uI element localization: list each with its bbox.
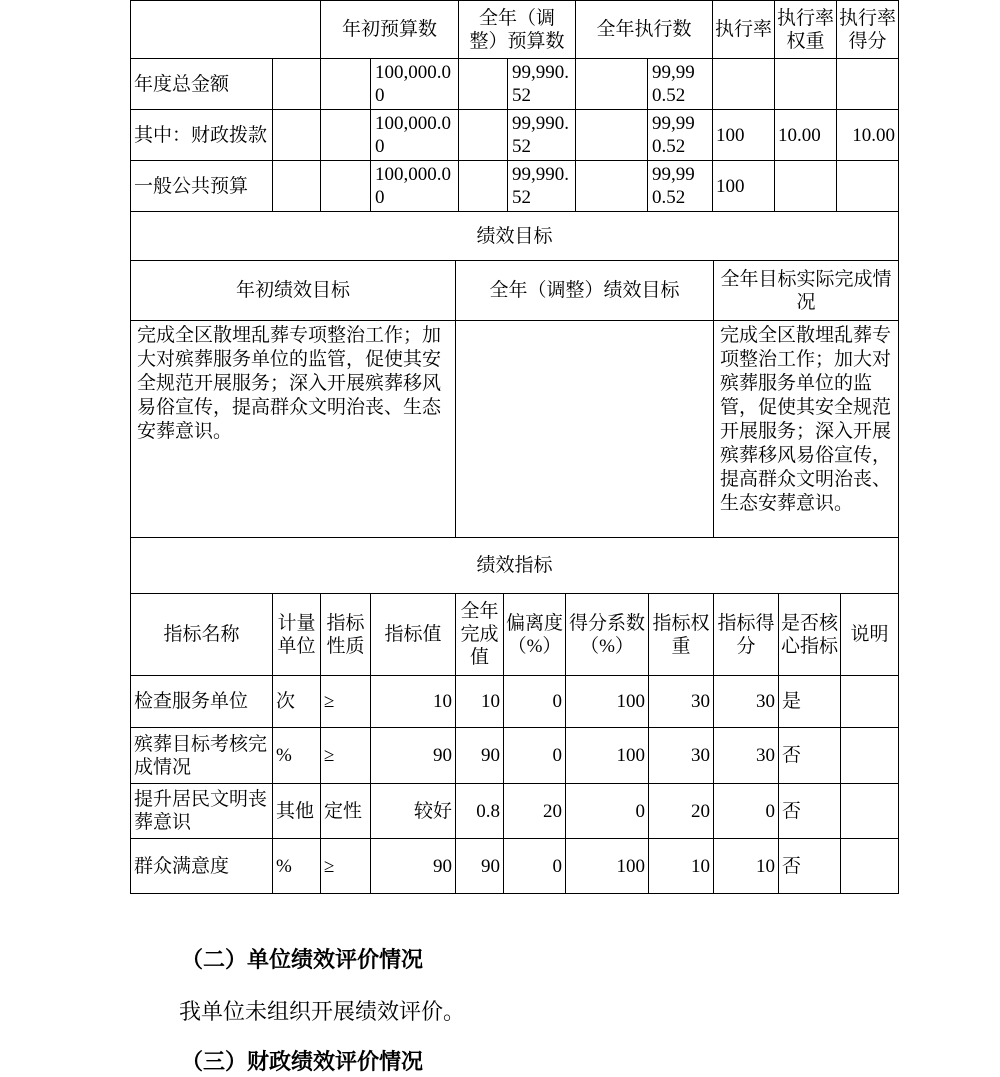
indicator-core: 否 (779, 728, 841, 784)
indicator-header-core: 是否核心指标 (779, 594, 841, 676)
indicator-weight: 30 (649, 676, 714, 728)
budget-header-row (131, 1, 899, 59)
indicator-name: 检查服务单位 (131, 676, 273, 728)
indicator-score: 10 (714, 839, 779, 894)
indicator-band-title: 绩效指标 (131, 538, 899, 594)
budget-empty-cell (459, 110, 508, 161)
indicator-deviation: 0 (504, 839, 566, 894)
budget-executed-value: 99,990.52 (648, 161, 713, 212)
budget-header-executed: 全年执行数 (576, 1, 713, 59)
indicator-row (131, 676, 899, 728)
budget-row-total (131, 59, 899, 110)
indicator-unit: 次 (273, 676, 321, 728)
budget-rate-weight-value (775, 161, 837, 212)
goal-band-row (131, 212, 899, 261)
indicator-unit: % (273, 728, 321, 784)
budget-rate-value: 100 (713, 110, 775, 161)
indicator-target: 较好 (371, 784, 456, 839)
indicator-header-weight: 指标权重 (649, 594, 714, 676)
budget-rate-score-value (837, 161, 899, 212)
budget-header-rate-weight: 执行率权重 (775, 1, 837, 59)
indicator-core: 否 (779, 784, 841, 839)
budget-initial-value: 100,000.00 (371, 110, 459, 161)
indicator-nature: ≥ (321, 676, 371, 728)
indicator-nature: ≥ (321, 839, 371, 894)
indicator-header-target: 指标值 (371, 594, 456, 676)
budget-empty-cell (321, 110, 371, 161)
indicator-deviation: 20 (504, 784, 566, 839)
indicator-score: 30 (714, 728, 779, 784)
indicator-row (131, 839, 899, 894)
budget-empty-cell (576, 161, 648, 212)
budget-header-adjusted: 全年（调整）预算数 (459, 1, 576, 59)
budget-executed-value: 99,990.52 (648, 59, 713, 110)
indicator-nature: ≥ (321, 728, 371, 784)
budget-table (130, 0, 899, 212)
section2-heading: （二）单位绩效评价情况 (181, 947, 424, 972)
indicator-core: 否 (779, 839, 841, 894)
indicator-weight: 10 (649, 839, 714, 894)
budget-row-fiscal (131, 110, 899, 161)
indicator-completed: 0.8 (456, 784, 504, 839)
indicator-target: 90 (371, 839, 456, 894)
indicator-note (841, 839, 899, 894)
indicator-table (130, 537, 899, 894)
indicator-row (131, 784, 899, 839)
indicator-coefficient: 100 (566, 839, 649, 894)
goal-header-row (131, 261, 899, 321)
indicator-core: 是 (779, 676, 841, 728)
budget-adjusted-value: 99,990.52 (508, 59, 576, 110)
goal-content-row (131, 321, 899, 538)
budget-empty-cell (273, 59, 321, 110)
indicator-header-nature: 指标性质 (321, 594, 371, 676)
budget-header-initial: 年初预算数 (321, 1, 459, 59)
budget-empty-cell (576, 110, 648, 161)
goal-header-adjusted: 全年（调整）绩效目标 (456, 261, 714, 321)
indicator-row (131, 728, 899, 784)
indicator-coefficient: 100 (566, 676, 649, 728)
indicator-completed: 10 (456, 676, 504, 728)
indicator-header-note: 说明 (841, 594, 899, 676)
indicator-header-name: 指标名称 (131, 594, 273, 676)
indicator-note (841, 676, 899, 728)
indicator-header-unit: 计量单位 (273, 594, 321, 676)
goal-table (130, 211, 899, 538)
document-page (130, 0, 898, 894)
indicator-score: 0 (714, 784, 779, 839)
budget-header-rate-score: 执行率得分 (837, 1, 899, 59)
budget-rate-weight-value (775, 59, 837, 110)
budget-empty-cell (321, 59, 371, 110)
indicator-coefficient: 0 (566, 784, 649, 839)
budget-empty-cell (576, 59, 648, 110)
budget-header-rate: 执行率 (713, 1, 775, 59)
indicator-target: 10 (371, 676, 456, 728)
budget-adjusted-value: 99,990.52 (508, 110, 576, 161)
indicator-name: 提升居民文明丧葬意识 (131, 784, 273, 839)
indicator-note (841, 784, 899, 839)
goal-adjusted-text (456, 321, 714, 538)
section2-body: 我单位未组织开展绩效评价。 (179, 999, 466, 1024)
budget-header-blank (131, 1, 321, 59)
indicator-target: 90 (371, 728, 456, 784)
indicator-weight: 30 (649, 728, 714, 784)
indicator-header-deviation: 偏离度（%） (504, 594, 566, 676)
goal-header-actual: 全年目标实际完成情况 (714, 261, 899, 321)
goal-initial-text: 完成全区散埋乱葬专项整治工作；加大对殡葬服务单位的监管，促使其安全规范开展服务；深入开展殡葬移风易俗宣传，提高群众文明治丧、生态安葬意识。 (131, 321, 456, 538)
indicator-unit: % (273, 839, 321, 894)
budget-rate-score-value (837, 59, 899, 110)
indicator-header-completed: 全年完成值 (456, 594, 504, 676)
budget-empty-cell (273, 161, 321, 212)
indicator-unit: 其他 (273, 784, 321, 839)
budget-rate-score-value: 10.00 (837, 110, 899, 161)
budget-initial-value: 100,000.00 (371, 161, 459, 212)
budget-empty-cell (459, 59, 508, 110)
budget-adjusted-value: 99,990.52 (508, 161, 576, 212)
indicator-note (841, 728, 899, 784)
budget-initial-value: 100,000.00 (371, 59, 459, 110)
footer-text-block (0, 945, 1000, 1077)
indicator-band-row (131, 538, 899, 594)
goal-actual-text: 完成全区散埋乱葬专项整治工作；加大对殡葬服务单位的监管，促使其安全规范开展服务；深入开展殡葬移风易俗宣传，提高群众文明治丧、生态安葬意识。 (714, 321, 899, 538)
indicator-header-score: 指标得分 (714, 594, 779, 676)
indicator-weight: 20 (649, 784, 714, 839)
budget-row-public (131, 161, 899, 212)
budget-executed-value: 99,990.52 (648, 110, 713, 161)
indicator-nature: 定性 (321, 784, 371, 839)
budget-row-label: 一般公共预算 (131, 161, 273, 212)
budget-empty-cell (273, 110, 321, 161)
budget-empty-cell (459, 161, 508, 212)
indicator-score: 30 (714, 676, 779, 728)
indicator-header-row (131, 594, 899, 676)
goal-band-title: 绩效目标 (131, 212, 899, 261)
indicator-coefficient: 100 (566, 728, 649, 784)
indicator-name: 群众满意度 (131, 839, 273, 894)
budget-rate-weight-value: 10.00 (775, 110, 837, 161)
indicator-completed: 90 (456, 839, 504, 894)
indicator-name: 殡葬目标考核完成情况 (131, 728, 273, 784)
indicator-deviation: 0 (504, 728, 566, 784)
budget-empty-cell (321, 161, 371, 212)
budget-rate-value: 100 (713, 161, 775, 212)
goal-header-initial: 年初绩效目标 (131, 261, 456, 321)
budget-rate-value (713, 59, 775, 110)
budget-row-label: 其中：财政拨款 (131, 110, 273, 161)
budget-row-label: 年度总金额 (131, 59, 273, 110)
indicator-completed: 90 (456, 728, 504, 784)
indicator-deviation: 0 (504, 676, 566, 728)
section3-heading: （三）财政绩效评价情况 (181, 1049, 424, 1074)
indicator-header-coefficient: 得分系数（%） (566, 594, 649, 676)
